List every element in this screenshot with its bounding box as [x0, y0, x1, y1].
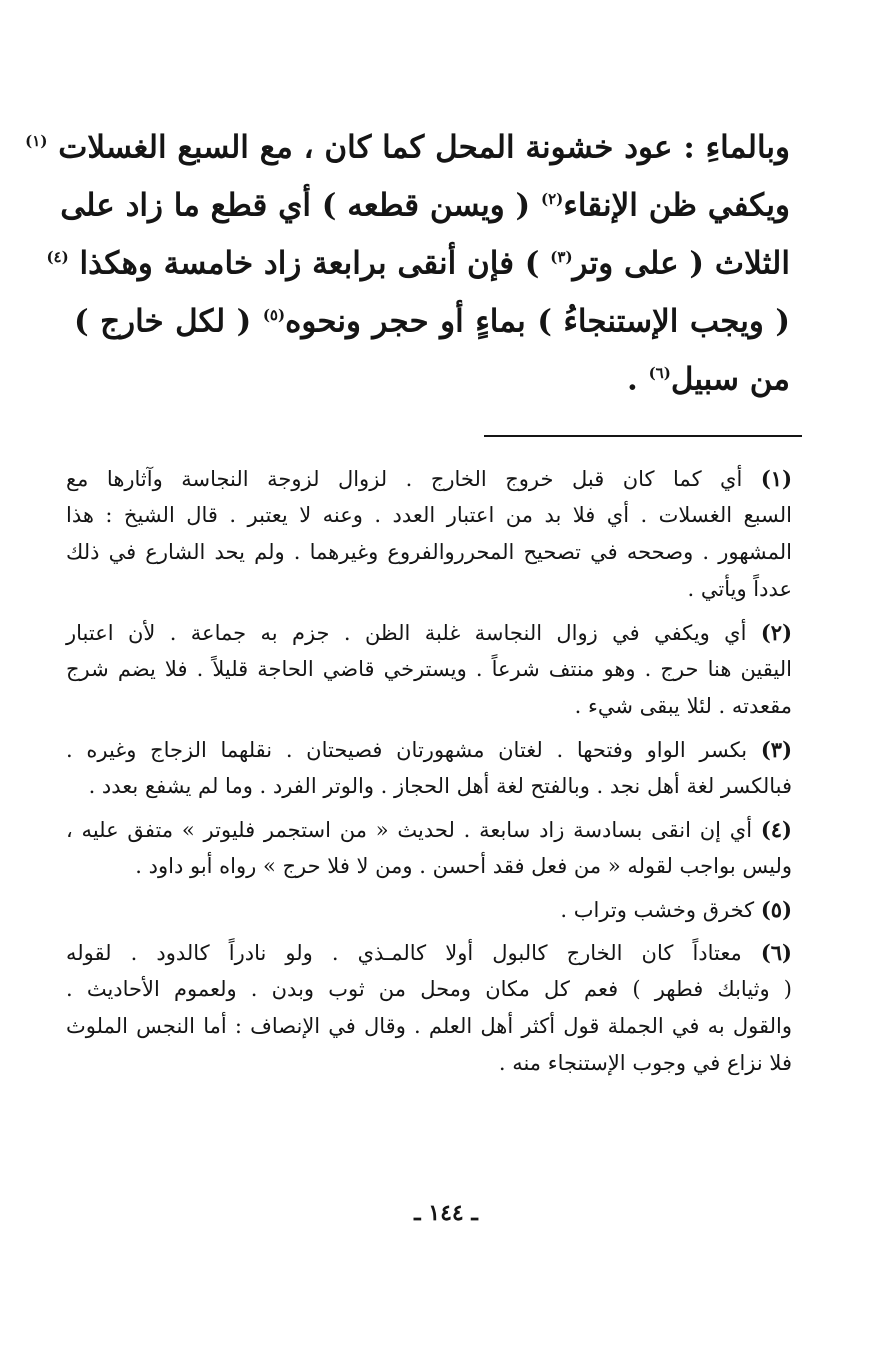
footnote-line: (٦) معتاداً كان الخارج كالبول أولا كالمـذي . ولو نادراً كالدود . لقوله [66, 940, 792, 965]
footnote-line: فبالكسر لغة أهل نجد . وبالفتح لغة أهل الحجاز . والوتر الفرد . وما لم يشفع بعدد . [88, 774, 792, 798]
page-number: ـ ١٤٤ ـ [414, 1200, 478, 1226]
footnote-5 [66, 891, 792, 928]
main-text-line: ويكفي ظن الإنقاء$^{(٢)}$ ( ويسن قطعه ) أي قطع ما زاد على [60, 187, 790, 224]
footnote-marker: (٦) [648, 364, 671, 382]
footnote-number: (٥) [760, 897, 792, 922]
footnote-line: (١) أي كما كان قبل خروج الخارج . لزوال لزوجة النجاسة وآثارها مع [66, 466, 792, 491]
footnote-marker: (٤) [46, 248, 69, 266]
footnote-divider [484, 435, 802, 437]
footnote-marker: (٣) [550, 248, 573, 266]
footnote-1 [66, 460, 792, 608]
footnote-2 [66, 614, 792, 725]
footnote-line: السبع الغسلات . أي فلا بد من اعتبار العدد . وعنه لا يعتبر . قال الشيخ : هذا [66, 503, 792, 527]
footnote-line: (٤) أي إن انقى بسادسة زاد سابعة . لحديث « من استجمر فليوتر » متفق عليه ، [66, 817, 792, 842]
footnote-marker: (٢) [541, 190, 564, 208]
footnote-line: والقول به في الجملة قول أكثر أهل العلم . وقال في الإنصاف : أما النجس الملوث [66, 1014, 792, 1038]
footnote-number: (١) [760, 466, 792, 491]
footnote-4 [66, 811, 792, 885]
footnote-line: عدداً ويأتي . [687, 577, 792, 601]
footnote-line: ( وثيابك فطهر ) فعم كل مكان ومحل من ثوب وبدن . ولعموم الأحاديث . [66, 977, 792, 1001]
footnote-line: (٣) بكسر الواو وفتحها . لغتان مشهورتان فصيحتان . نقلهما الزجاج وغيره . [66, 737, 792, 762]
footnote-line: (٢) أي ويكفي في زوال النجاسة غلبة الظن . جزم به جماعة . لأن اعتبار [66, 620, 792, 645]
footnote-line: مقعدته . لئلا يبقى شيء . [574, 694, 792, 718]
footnote-line: فلا نزاع في وجوب الإستنجاء منه . [498, 1051, 792, 1075]
footnote-number: (٣) [760, 737, 792, 762]
main-text-line: الثلاث ( على وتر$^{(٣)}$ ) فإن أنقى برابعة زاد خامسة وهكذا $^{(٤)}$ [46, 245, 790, 282]
footnote-marker: (١) [25, 132, 48, 150]
main-text-line: من سبيل$^{(٦)}$ . [626, 361, 790, 398]
footnote-number: (٢) [760, 620, 792, 645]
footnote-line: (٥) كخرق وخشب وتراب . [560, 897, 792, 922]
footnote-line: وليس بواجب لقوله « من فعل فقد أحسن . ومن لا فلا حرج » رواه أبو داود . [135, 854, 792, 878]
main-text [25, 112, 790, 402]
footnote-line: اليقين هنا حرج . وهو منتف شرعاً . ويسترخي قاضي الحاجة قليلاً . فلا يضم شرج [66, 657, 792, 681]
main-text-line: وبالماءِ : عود خشونة المحل كما كان ، مع السبع الغسلات $^{(١)}$ [25, 129, 790, 166]
footnotes [66, 460, 792, 1088]
footnote-3 [66, 731, 792, 805]
footnote-marker: (٥) [262, 306, 286, 324]
footnote-6 [66, 934, 792, 1082]
footnote-number: (٦) [760, 940, 792, 965]
footnote-number: (٤) [760, 817, 792, 842]
main-text-line: ( ويجب الإستنجاءُ ) بماءٍ أو حجر ونحوه$^{(٥)}$ ( لكل خارج ) [74, 303, 790, 340]
footnote-line: المشهور . وصححه في تصحيح المحرروالفروع وغيرهما . ولم يحد الشارع في ذلك [66, 540, 792, 564]
